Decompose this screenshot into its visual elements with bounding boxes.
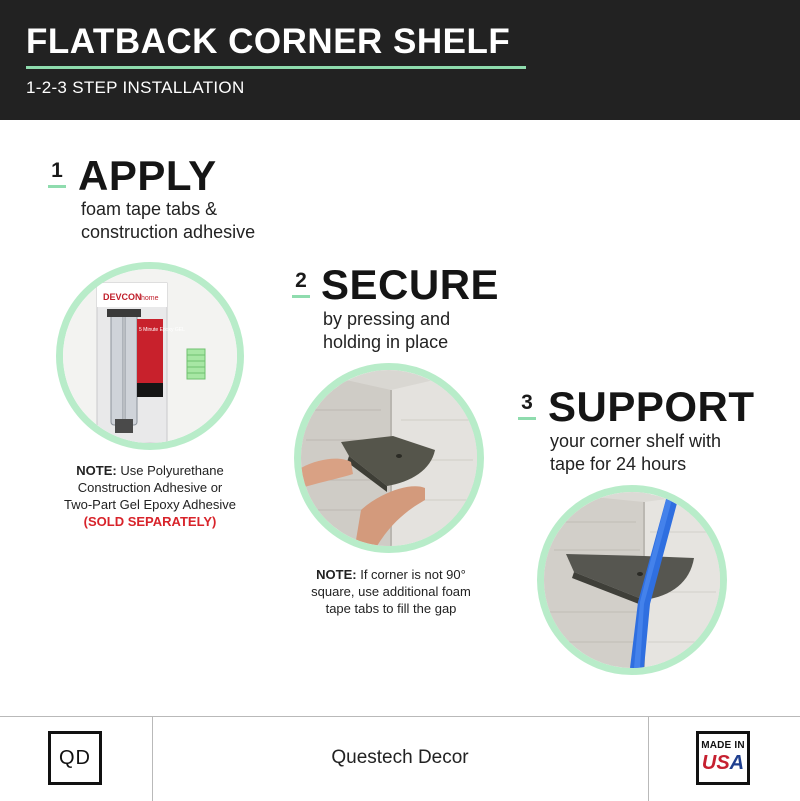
step-2-note-line: tape tabs to fill the gap bbox=[325, 601, 457, 616]
badge-made-in-text: MADE IN bbox=[701, 740, 745, 751]
brand-name: Questech Decor bbox=[331, 747, 469, 768]
step-2-title: SECURE bbox=[321, 261, 500, 308]
step-3-number: 3 bbox=[518, 392, 536, 420]
step-2-note-label: NOTE: bbox=[316, 567, 357, 582]
step-2-note-line: If corner is not 90° bbox=[356, 567, 466, 582]
step-1-note-line: Construction Adhesive or bbox=[77, 480, 223, 495]
step-1-note-label: NOTE: bbox=[76, 463, 117, 478]
header-banner bbox=[0, 0, 800, 120]
step-2-description bbox=[323, 308, 450, 354]
step-1-note-line: Use Polyurethane bbox=[116, 463, 224, 478]
taped-shelf-illustration bbox=[544, 492, 720, 668]
package-brand-sub-text: home bbox=[141, 295, 159, 302]
step-2-note bbox=[296, 566, 486, 617]
step-2-description-line: holding in place bbox=[323, 332, 449, 352]
title-underline bbox=[26, 66, 526, 69]
step-1-description-line: foam tape tabs & bbox=[81, 199, 218, 219]
step-3-description bbox=[550, 430, 721, 476]
badge-letter-u: U bbox=[701, 752, 717, 774]
footer-logo-cell bbox=[0, 717, 153, 801]
step-1-number: 1 bbox=[48, 160, 66, 188]
step-2-note-line: square, use additional foam bbox=[311, 584, 471, 599]
step-2-number: 2 bbox=[292, 270, 310, 298]
step-1-description bbox=[81, 198, 255, 244]
page-title: FLATBACK CORNER SHELF bbox=[26, 22, 511, 61]
step-3-description-line: tape for 24 hours bbox=[550, 454, 687, 474]
page-subtitle: 1-2-3 STEP INSTALLATION bbox=[26, 78, 245, 97]
sold-separately-text: (SOLD SEPARATELY) bbox=[83, 514, 217, 529]
made-in-usa-badge bbox=[696, 731, 750, 785]
step-2-image-pressing-shelf bbox=[294, 363, 484, 553]
step-1-note-line: Two-Part Gel Epoxy Adhesive bbox=[64, 497, 236, 512]
adhesive-package-illustration bbox=[63, 269, 237, 443]
badge-usa-text bbox=[699, 752, 747, 774]
step-3-description-line: your corner shelf with bbox=[550, 431, 722, 451]
step-1-title: APPLY bbox=[78, 152, 217, 199]
footer-bar bbox=[0, 716, 800, 801]
qd-logo: QD bbox=[48, 731, 102, 785]
step-2-description-line: by pressing and bbox=[323, 309, 451, 329]
step-3-image-taped-shelf bbox=[537, 485, 727, 675]
step-3-title: SUPPORT bbox=[548, 383, 755, 430]
step-1-description-line: construction adhesive bbox=[81, 222, 256, 242]
badge-letter-s: S bbox=[716, 752, 730, 774]
step-1-image-adhesive bbox=[56, 262, 244, 450]
package-brand-text: DEVCON bbox=[103, 292, 142, 302]
step-1-note bbox=[40, 462, 260, 530]
badge-letter-a: A bbox=[729, 752, 745, 774]
package-product-text: 5 Minute Epoxy GEL bbox=[139, 327, 185, 333]
pressing-shelf-illustration bbox=[301, 370, 477, 546]
